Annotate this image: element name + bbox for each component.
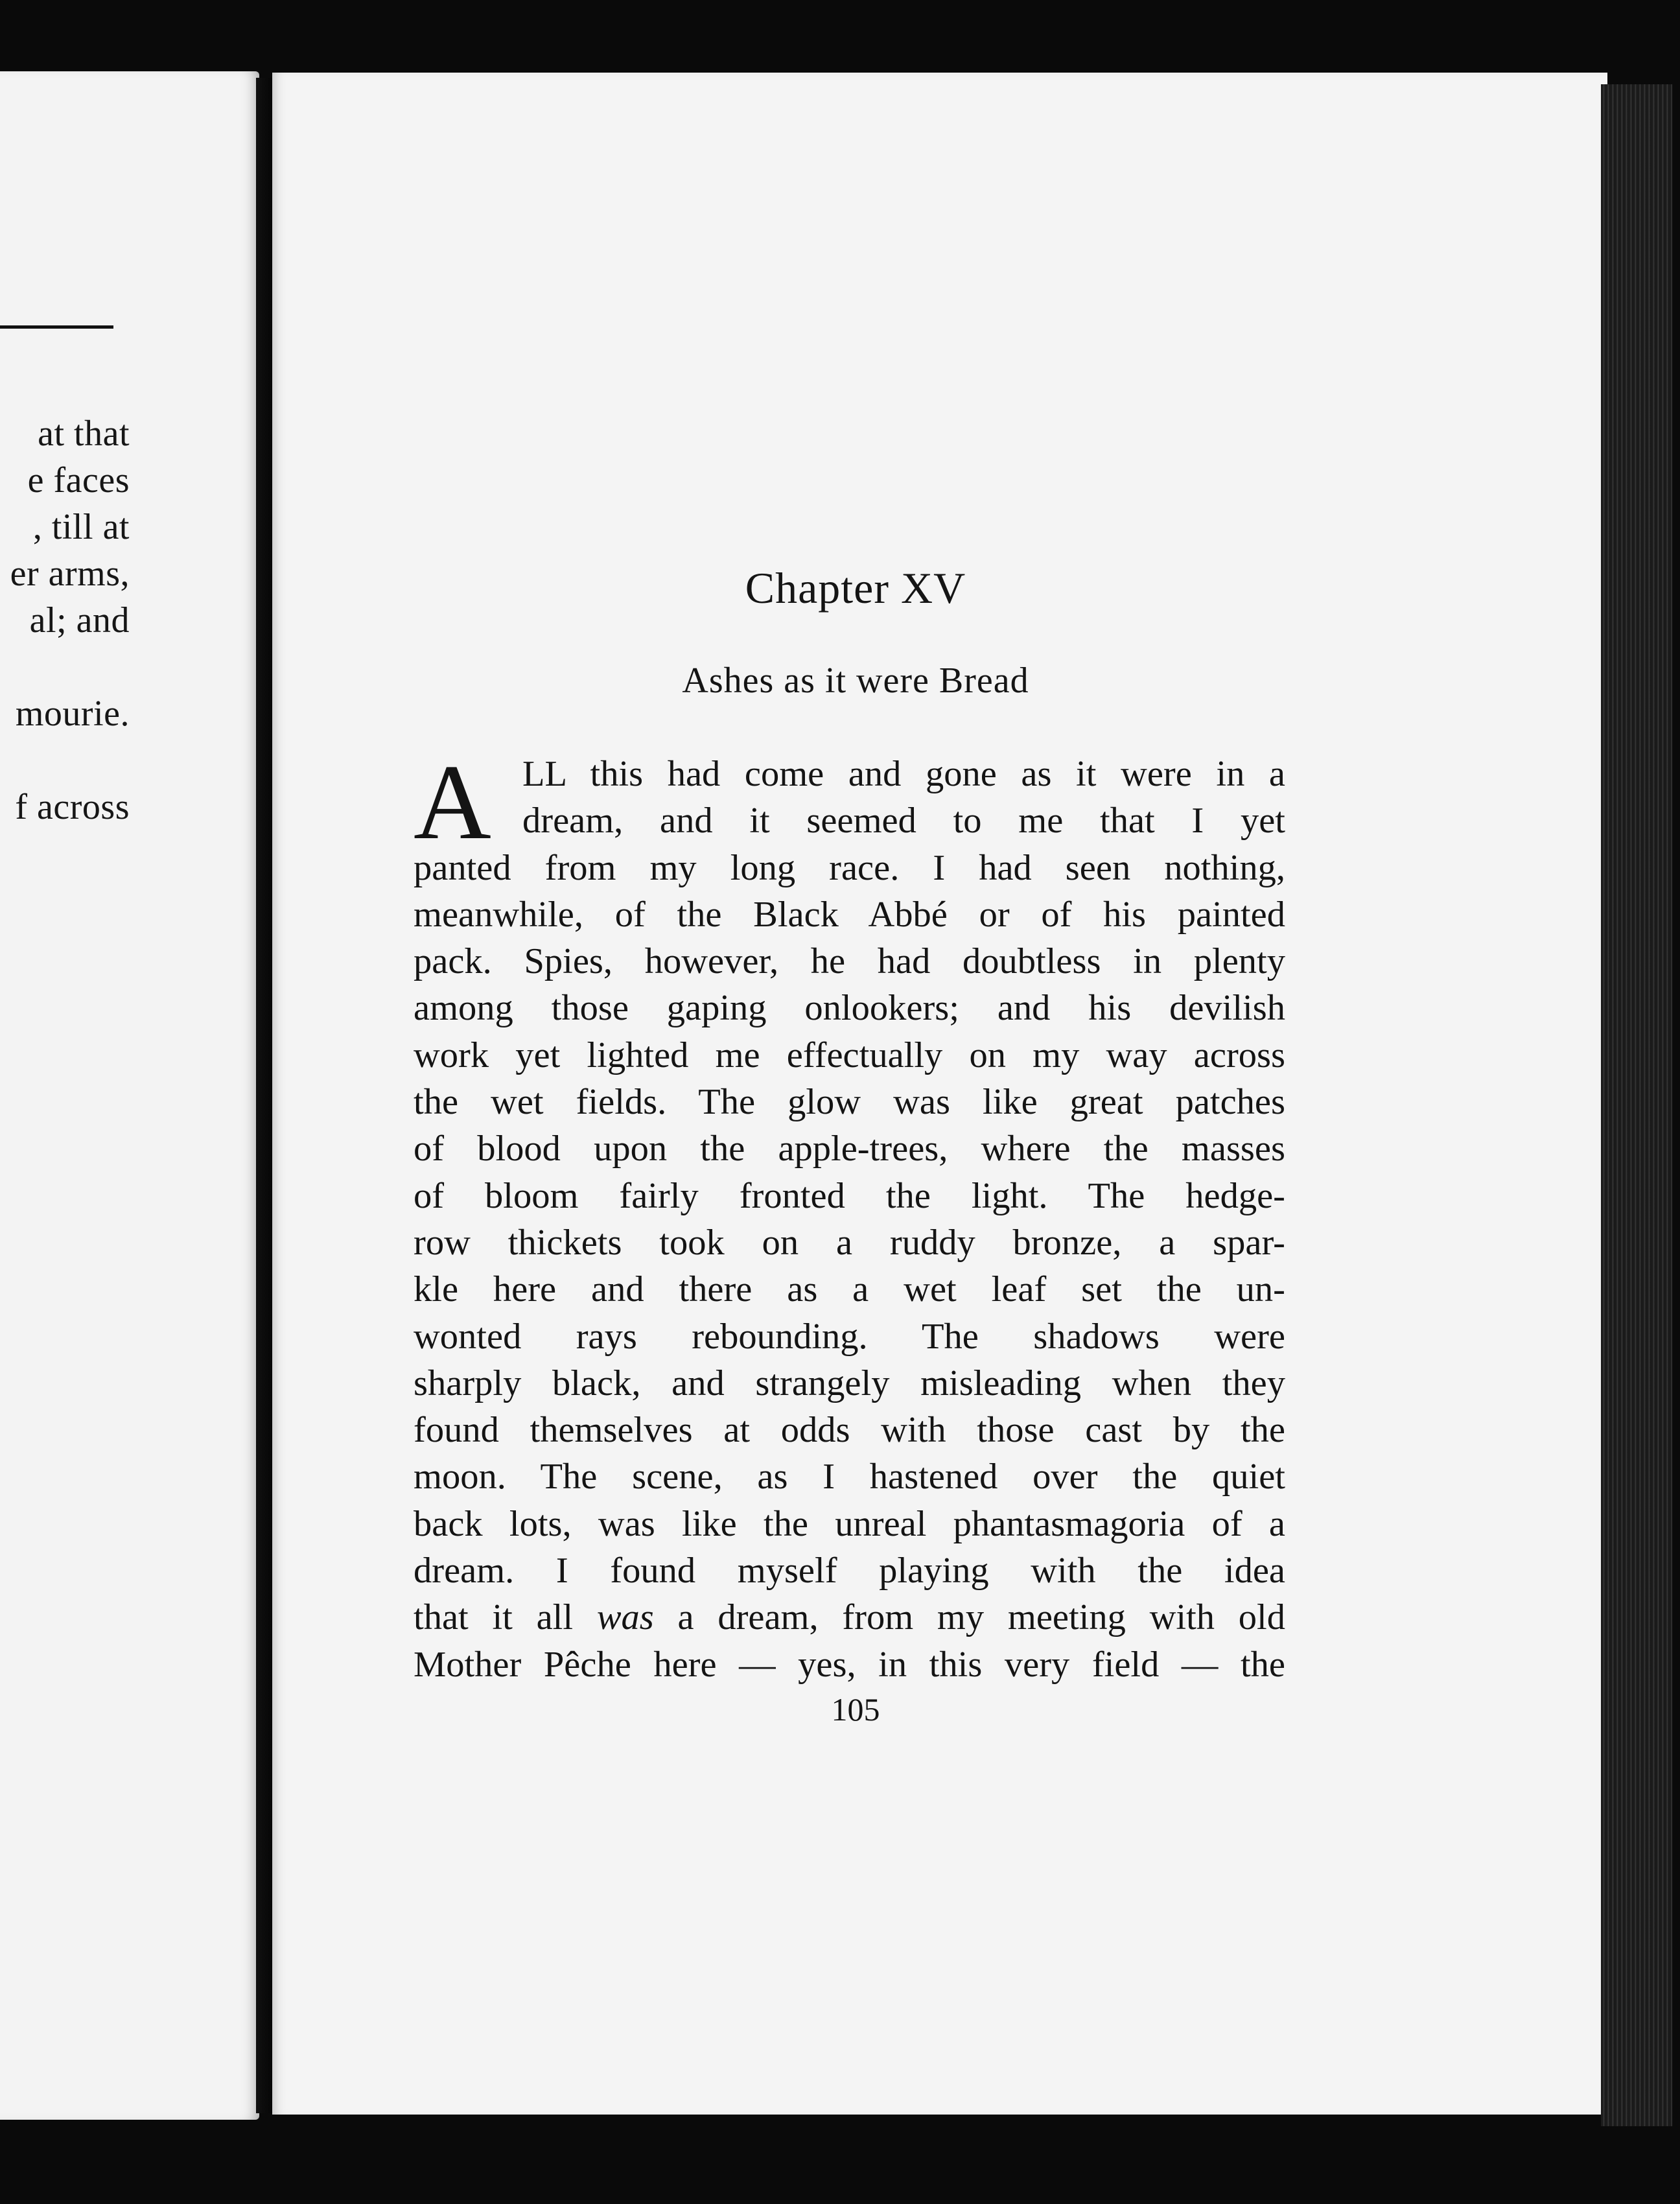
page-number: 105 [831, 1691, 880, 1728]
previous-page-line: at that [38, 414, 130, 454]
body-line: pack. Spies, however, he had doubtless in plenty [414, 941, 1285, 982]
previous-page-text [0, 410, 130, 830]
previous-page-line: f across [15, 787, 130, 827]
chapter-body [414, 742, 1285, 1688]
italic-word: was [596, 1597, 654, 1638]
body-line: the wet fields. The glow was like great patches [414, 1082, 1285, 1123]
body-line: panted from my long race. I had seen nothing, [414, 847, 1285, 888]
body-line: of blood upon the apple-trees, where the masses [414, 1129, 1285, 1169]
body-line: sharply black, and strangely misleading when they [414, 1363, 1285, 1403]
body-line: row thickets took on a ruddy bronze, a spar- [414, 1222, 1285, 1263]
body-line: back lots, was like the unreal phantasmagoria of a [414, 1503, 1285, 1544]
section-rule [0, 325, 113, 329]
previous-page-line: , till at [32, 507, 130, 547]
body-line: work yet lighted me effectually on my way across [414, 1035, 1285, 1075]
body-line: Mother Pêche here — yes, in this very field — the [414, 1644, 1285, 1685]
previous-page-line: e faces [27, 460, 130, 500]
body-line-start: that it all [414, 1597, 597, 1638]
chapter-title: Chapter XV [745, 563, 966, 613]
body-line: among those gaping onlookers; and his devilish [414, 988, 1285, 1029]
page-edges [1601, 84, 1672, 2126]
body-line: dream. I found myself playing with the idea [414, 1551, 1285, 1591]
chapter-subtitle: Ashes as it were Bread [682, 661, 1029, 701]
body-line: meanwhile, of the Black Abbé or of his painted [414, 894, 1285, 935]
body-line: of bloom fairly fronted the light. The hedge- [414, 1175, 1285, 1216]
body-line-end: a dream, from my meeting with old [653, 1597, 1285, 1638]
previous-page-line: al; and [29, 600, 130, 640]
previous-page-line: mourie. [15, 694, 130, 734]
body-line: found themselves at odds with those cast by the [414, 1410, 1285, 1451]
previous-page-line: er arms, [10, 554, 130, 594]
body-line: moon. The scene, as I hastened over the quiet [414, 1457, 1285, 1497]
body-line: kle here and there as a wet leaf set the un- [414, 1269, 1285, 1310]
drop-cap: A [414, 742, 491, 862]
body-line-with-italic [414, 1594, 1285, 1641]
body-line: dream, and it seemed to me that I yet [522, 801, 1285, 841]
body-line: LL this had come and gone as it were in a [522, 754, 1285, 794]
previous-page [0, 71, 259, 2120]
body-line: wonted rays rebounding. The shadows were [414, 1316, 1285, 1357]
